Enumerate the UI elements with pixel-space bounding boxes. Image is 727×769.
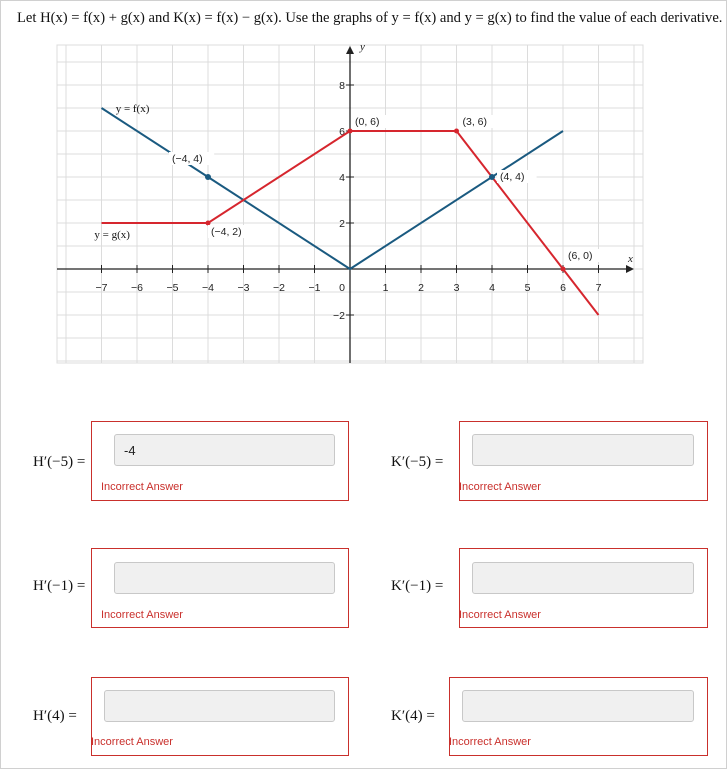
x-tick-label: 3	[453, 282, 460, 294]
point-annotation: (−4, 2)	[211, 226, 242, 238]
point-marker	[561, 267, 566, 272]
x-tick-label: 2	[418, 282, 424, 294]
x-tick-label: 5	[524, 282, 531, 294]
x-tick-label: 6	[560, 282, 566, 294]
question-label: H′(4) =	[33, 708, 77, 724]
annotations	[169, 115, 605, 262]
point-annotation: (4, 4)	[500, 171, 525, 183]
error-message: Incorrect Answer	[101, 481, 183, 493]
error-message: Incorrect Answer	[101, 609, 183, 621]
question-label: H′(−5) =	[33, 454, 86, 470]
point-marker	[489, 174, 495, 180]
answer-input[interactable]	[114, 434, 335, 466]
x-tick-label: −2	[273, 282, 285, 294]
answer-input[interactable]	[104, 690, 335, 722]
question-label: K′(4) =	[391, 708, 435, 724]
x-tick-label: −6	[131, 282, 143, 294]
answer-input[interactable]	[114, 562, 335, 594]
question-label: K′(−1) =	[391, 578, 444, 594]
x-tick-label: −7	[95, 282, 108, 294]
x-tick-label: −1	[308, 282, 321, 294]
point-annotation: (−4, 4)	[172, 153, 203, 165]
y-tick-label: 4	[339, 172, 345, 184]
error-message: Incorrect Answer	[459, 481, 541, 493]
y-tick-label: 8	[339, 80, 345, 92]
question-label: K′(−5) =	[391, 454, 444, 470]
x-tick-label: −3	[237, 282, 250, 294]
series-label-f: y = f(x)	[115, 103, 150, 116]
x-tick-label: 7	[595, 282, 602, 294]
question-label: H′(−1) =	[33, 578, 86, 594]
y-tick-label: −2	[333, 310, 345, 322]
point-marker	[454, 129, 459, 134]
answer-input[interactable]	[472, 434, 694, 466]
x-tick-label: −4	[202, 282, 214, 294]
x-tick-label: 1	[382, 282, 389, 294]
answer-input[interactable]	[472, 562, 694, 594]
y-tick-label: 6	[339, 126, 345, 138]
x-axis-label: x	[628, 253, 633, 265]
problem-prompt: Let H(x) = f(x) + g(x) and K(x) = f(x) − g(x). Use the graphs of y = f(x) and y = g(x) to find the value of each derivative.	[17, 10, 723, 26]
x-tick-label: 4	[489, 282, 495, 294]
x-tick-label: −5	[166, 282, 179, 294]
y-tick-label: 2	[339, 218, 345, 230]
point-annotation: (0, 6)	[355, 116, 380, 128]
point-marker	[205, 174, 211, 180]
series-line-f	[102, 108, 564, 269]
x-tick-label: 0	[339, 282, 345, 294]
series-label-g: y = g(x)	[94, 228, 130, 241]
point-marker	[348, 129, 353, 134]
error-message: Incorrect Answer	[449, 736, 531, 748]
y-axis-label: y	[360, 41, 365, 53]
answer-input[interactable]	[462, 690, 694, 722]
error-message: Incorrect Answer	[91, 736, 173, 748]
point-marker	[206, 221, 211, 226]
point-annotation: (6, 0)	[568, 250, 593, 262]
point-annotation: (3, 6)	[462, 116, 488, 128]
error-message: Incorrect Answer	[459, 609, 541, 621]
